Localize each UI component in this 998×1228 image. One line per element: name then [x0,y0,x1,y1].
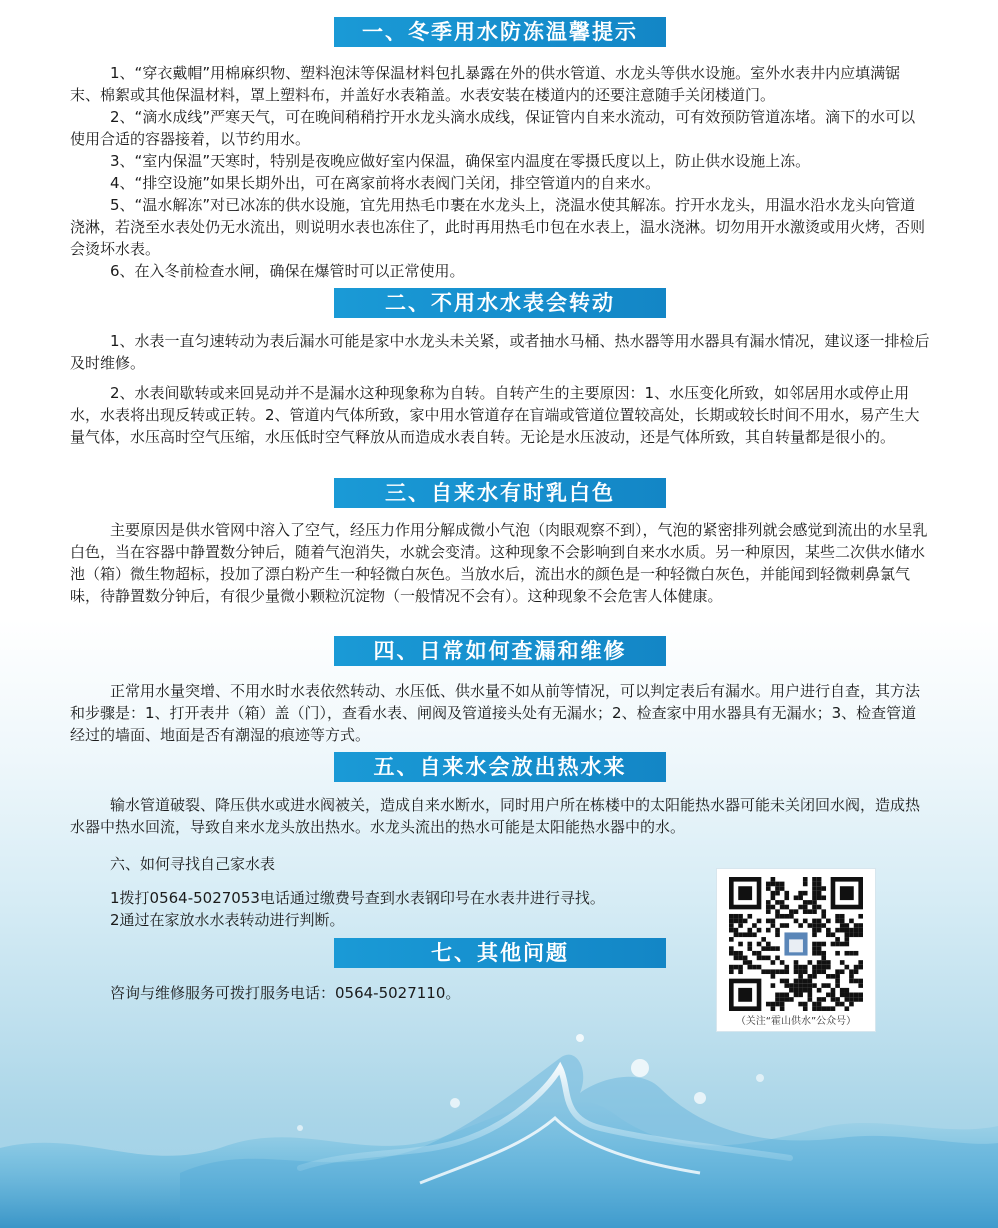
section-3-item-1: 主要原因是供水管网中溶入了空气，经压力作用分解成微小气泡（肉眼观察不到），气泡的紧密排列就会感觉到流出的水呈乳白色，当在容器中静置数分钟后，随着气泡消失，水就会变清。这种现象不会影响到自来水水质。另一种原因，某些二次供水储水池（箱）微生物超标，投加了漂白粉产生一种轻微白灰色。当放水后，流出水的颜色是一种轻微白灰色，并能闻到轻微刺鼻氯气味，待静置数分钟后，有很少量微小颗粒沉淀物（一般情况不会有）。这种现象不会危害人体健康。 [70,521,928,605]
section-1-item-6: 6、在入冬前检查水闸，确保在爆管时可以正常使用。 [110,262,465,280]
section-1-title: 一、冬季用水防冻温馨提示 [334,17,666,47]
section-6-item-2: 2通过在家放水水表转动进行判断。 [110,911,345,929]
section-7-item-1: 咨询与维修服务可拨打服务电话：0564-5027110。 [110,984,461,1002]
section-1-item-5: 5、“温水解冻”对已冰冻的供水设施，宜先用热毛巾裹在水龙头上，浇温水使其解冻。拧开水龙头，用温水沿水龙头向管道浇淋，若浇至水表处仍无水流出，则说明水表也冻住了，此时再用热毛巾包在水表上，温水浇淋。切勿用开水激烫或用火烤，否则会烫坏水表。 [70,196,926,258]
section-6-item-1: 1拨打0564-5027053电话通过缴费号查到水表钢印号在水表井进行寻找。 [110,889,605,907]
section-2-title: 二、不用水水表会转动 [334,288,666,318]
section-1-item-4: 4、“排空设施”如果长期外出，可在离家前将水表阀门关闭，排空管道内的自来水。 [110,174,661,192]
section-4-title: 四、日常如何查漏和维修 [334,636,666,666]
section-1-item-3: 3、“室内保温”天寒时，特别是夜晚应做好室内保温，确保室内温度在零摄氏度以上，防止供水设施上冻。 [110,152,811,170]
water-splash-illustration [0,998,998,1228]
section-5-title: 五、自来水会放出热水来 [334,752,666,782]
section-6-title: 六、如何寻找自己家水表 [110,855,276,873]
section-2-item-1: 1、水表一直匀速转动为表后漏水可能是家中水龙头未关紧，或者抽水马桶、热水器等用水器具有漏水情况，建议逐一排检后及时维修。 [70,332,930,372]
section-5-item-1: 输水管道破裂、降压供水或进水阀被关，造成自来水断水，同时用户所在栋楼中的太阳能热水器可能未关闭回水阀，造成热水器中热水回流，导致自来水龙头放出热水。水龙头流出的热水可能是太阳能热水器中的水。 [70,796,921,836]
qr-code-caption: （关注“霍山供水”公众号） [735,1016,857,1027]
section-1-item-1: 1、“穿衣戴帽”用棉麻织物、塑料泡沫等保温材料包扎暴露在外的供水管道、水龙头等供水设施。室外水表井内应填满锯末、棉絮或其他保温材料，罩上塑料布，并盖好水表箱盖。水表安装在楼道内的还要注意随手关闭楼道门。 [70,64,901,104]
qr-code-icon [729,877,863,1011]
section-1-item-2: 2、“滴水成线”严寒天气，可在晚间稍稍拧开水龙头滴水成线，保证管内自来水流动，可有效预防管道冻堵。滴下的水可以使用合适的容器接着，以节约用水。 [70,108,916,148]
section-7-title: 七、其他问题 [334,938,666,968]
section-2-item-2: 2、水表间歇转或来回晃动并不是漏水这种现象称为自转。自转产生的主要原因：1、水压变化所致，如邻居用水或停止用水，水表将出现反转或正转。2、管道内气体所致，家中用水管道存在盲端或管道位置较高处，长期或较长时间不用水，易产生大量气体，水压高时空气压缩，水压低时空气释放从而造成水表自转。无论是水压波动，还是气体所致，其自转量都是很小的。 [70,384,920,446]
qr-code-card [716,868,876,1032]
section-4-item-1: 正常用水量突增、不用水时水表依然转动、水压低、供水量不如从前等情况，可以判定表后有漏水。用户进行自查，其方法和步骤是：1、打开表井（箱）盖（门），查看水表、闸阀及管道接头处有无漏水；2、检查家中用水器具有无漏水；3、检查管道经过的墙面、地面是否有潮湿的痕迹等方式。 [70,682,921,744]
section-3-title: 三、自来水有时乳白色 [334,478,666,508]
